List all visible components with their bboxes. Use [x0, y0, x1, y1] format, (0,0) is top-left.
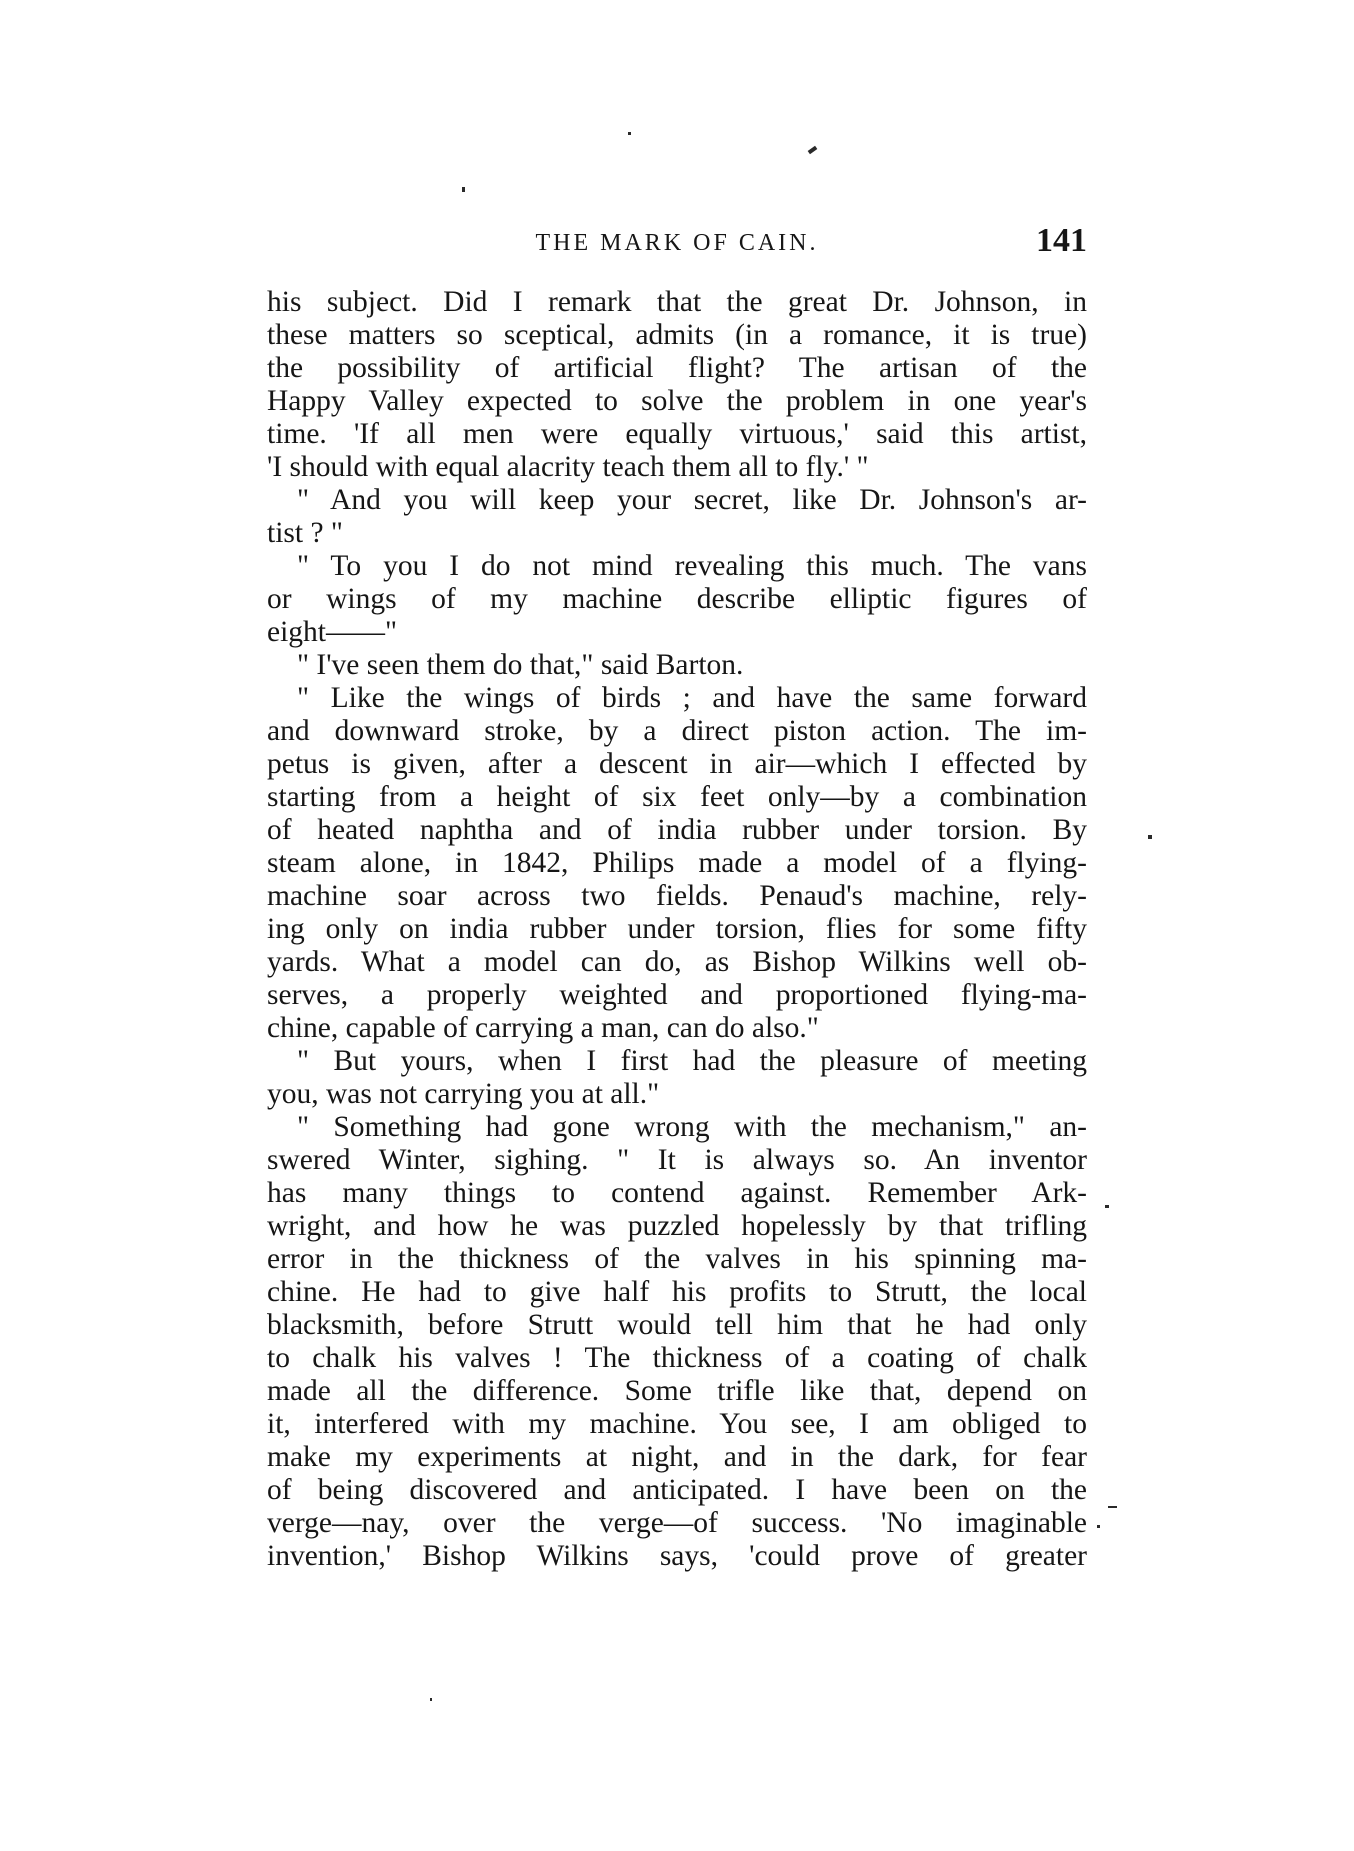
scan-speck	[808, 146, 818, 154]
text-line: " To you I do not mind revealing this much. The vans	[297, 550, 1087, 582]
text-line: " Like the wings of birds ; and have the same forward	[297, 682, 1087, 714]
text-line: ing only on india rubber under torsion, flies for some fifty	[267, 913, 1087, 945]
scan-speck	[1108, 1506, 1117, 1508]
text-line: 'I should with equal alacrity teach them all to fly.' "	[267, 451, 869, 483]
text-line: blacksmith, before Strutt would tell him that he had only	[267, 1309, 1087, 1341]
text-line: starting from a height of six feet only—by a combination	[267, 781, 1087, 813]
text-line: machine soar across two fields. Penaud's machine, rely-	[267, 880, 1087, 912]
text-line: of heated naphtha and of india rubber under torsion. By	[267, 814, 1087, 846]
text-line: you, was not carrying you at all."	[267, 1078, 660, 1110]
page-number: 141	[1036, 222, 1087, 259]
text-line: or wings of my machine describe elliptic figures of	[267, 583, 1087, 615]
text-line: chine. He had to give half his profits to Strutt, the local	[267, 1276, 1087, 1308]
text-line: " I've seen them do that," said Barton.	[297, 649, 744, 681]
text-line: and downward stroke, by a direct piston action. The im-	[267, 715, 1087, 747]
text-line: verge—nay, over the verge—of success. 'No imaginable	[267, 1507, 1087, 1539]
text-line: has many things to contend against. Remember Ark-	[267, 1177, 1087, 1209]
text-line: his subject. Did I remark that the great Dr. Johnson, in	[267, 286, 1087, 318]
text-line: yards. What a model can do, as Bishop Wilkins well ob-	[267, 946, 1087, 978]
text-line: eight——"	[267, 616, 398, 648]
text-line: of being discovered and anticipated. I have been on the	[267, 1474, 1087, 1506]
scan-speck	[1105, 1205, 1109, 1208]
text-line: the possibility of artificial flight? The artisan of the	[267, 352, 1087, 384]
text-line: time. 'If all men were equally virtuous,' said this artist,	[267, 418, 1087, 450]
text-line: Happy Valley expected to solve the problem in one year's	[267, 385, 1087, 417]
page-header	[267, 222, 1087, 272]
text-line: made all the difference. Some trifle like that, depend on	[267, 1375, 1087, 1407]
text-line: " And you will keep your secret, like Dr. Johnson's ar-	[297, 484, 1087, 516]
text-line: steam alone, in 1842, Philips made a model of a flying-	[267, 847, 1087, 879]
scan-speck	[430, 1698, 432, 1701]
text-line: petus is given, after a descent in air—which I effected by	[267, 748, 1087, 780]
text-line: swered Winter, sighing. " It is always so. An inventor	[267, 1144, 1087, 1176]
scan-speck	[1097, 1525, 1100, 1528]
running-title: THE MARK OF CAIN.	[535, 230, 819, 256]
text-line: serves, a properly weighted and proportioned flying-ma-	[267, 979, 1087, 1011]
text-line: make my experiments at night, and in the dark, for fear	[267, 1441, 1087, 1473]
text-line: it, interfered with my machine. You see, I am obliged to	[267, 1408, 1087, 1440]
text-line: " But yours, when I first had the pleasure of meeting	[297, 1045, 1087, 1077]
text-line: " Something had gone wrong with the mechanism," an-	[297, 1111, 1087, 1143]
text-line: invention,' Bishop Wilkins says, 'could prove of greater	[267, 1540, 1087, 1572]
text-line: wright, and how he was puzzled hopelessly by that trifling	[267, 1210, 1087, 1242]
text-line: to chalk his valves ! The thickness of a coating of chalk	[267, 1342, 1087, 1374]
scan-speck	[628, 132, 631, 135]
scan-speck	[462, 187, 465, 192]
scan-speck	[1148, 835, 1152, 839]
text-line: tist ? "	[267, 517, 343, 549]
text-line: these matters so sceptical, admits (in a romance, it is true)	[267, 319, 1087, 351]
body-text	[267, 286, 1087, 1573]
text-line: chine, capable of carrying a man, can do also."	[267, 1012, 819, 1044]
text-line: error in the thickness of the valves in his spinning ma-	[267, 1243, 1087, 1275]
